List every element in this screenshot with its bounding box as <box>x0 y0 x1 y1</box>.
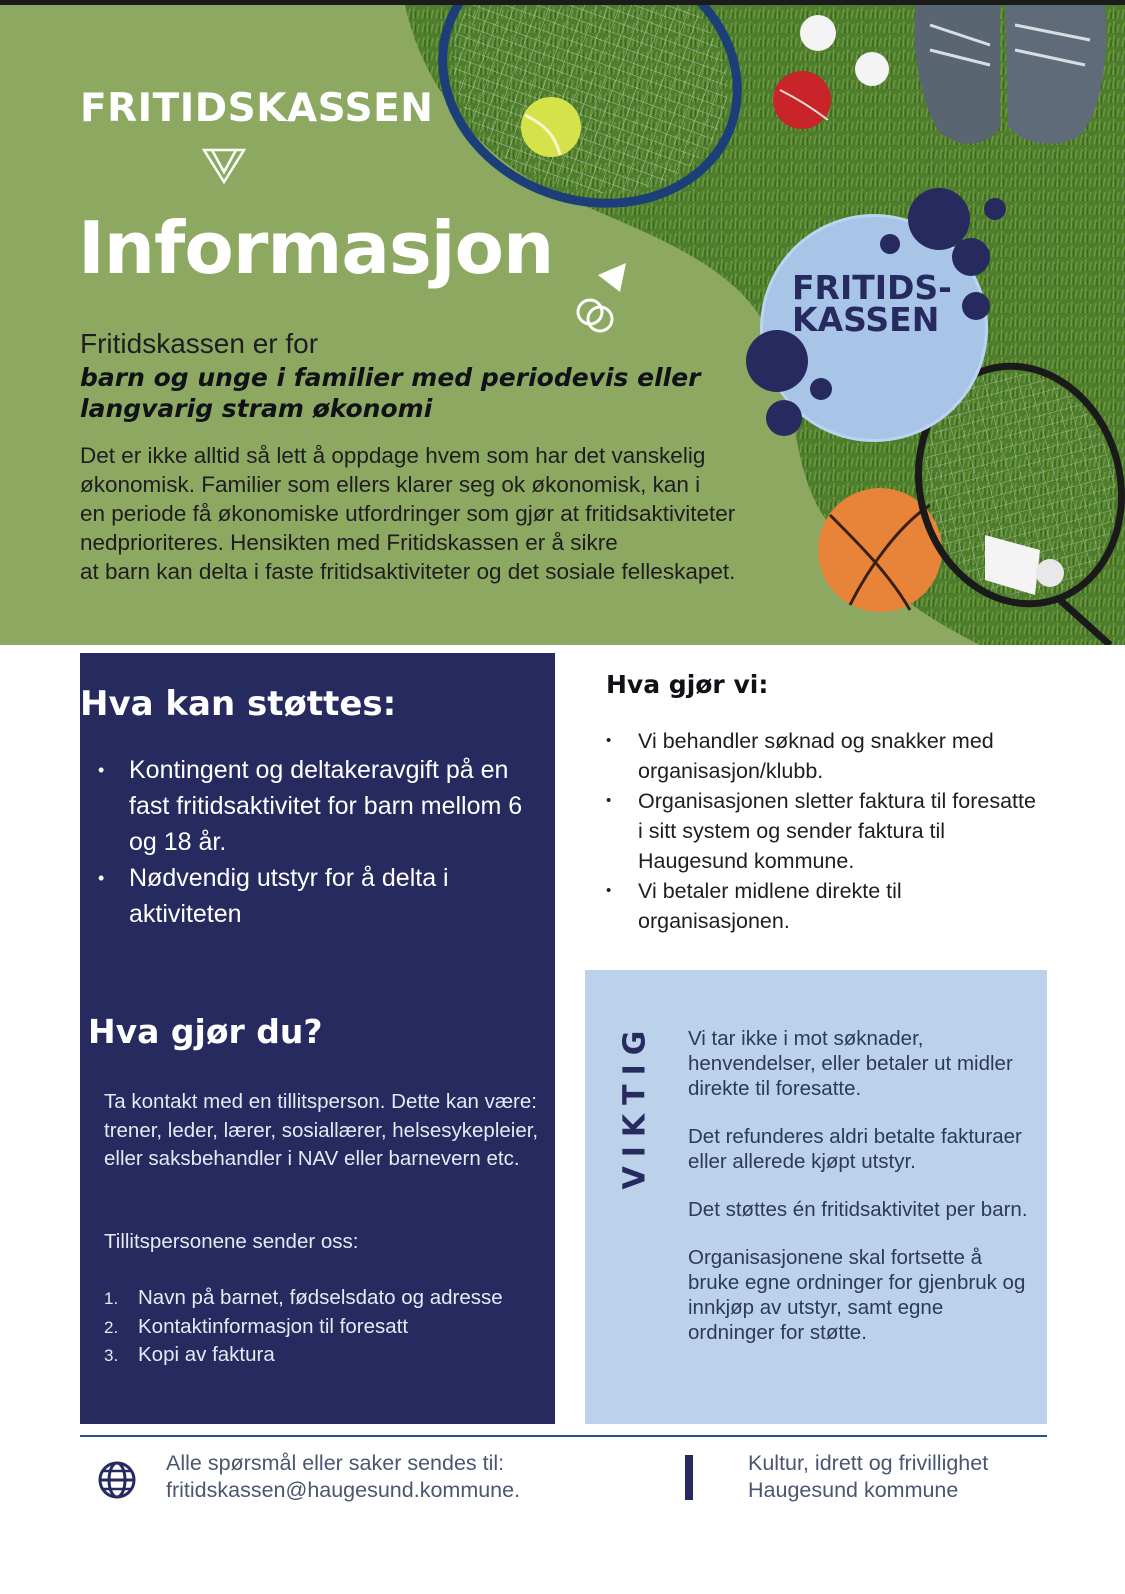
list-item <box>80 752 540 860</box>
list-item <box>104 1284 534 1313</box>
badge-dot <box>984 198 1006 220</box>
step-number: 1. <box>104 1289 119 1308</box>
support-list <box>80 752 540 932</box>
step-text: Kopi av faktura <box>138 1343 275 1366</box>
you-do-paragraph: Ta kontakt med en tillitsperson. Dette kan være: trener, leder, lærer, sosiallærer, helsesykepleier, eller saksbehandler i NAV eller barnevern etc. <box>104 1090 539 1170</box>
badge-dot <box>810 378 832 400</box>
you-do-title: Hva gjør du? <box>88 1012 323 1051</box>
footer-contact <box>166 1450 520 1504</box>
cricket-ball <box>773 71 831 129</box>
footer-organization <box>748 1450 988 1504</box>
important-point: Organisasjonene skal fortsette å bruke egne ordninger for gjenbruk og innkjøp av utstyr, samt egne ordninger for støtte. <box>688 1246 1026 1344</box>
globe-icon <box>97 1460 137 1500</box>
intro-lead: Fritidskassen er for <box>80 328 319 359</box>
list-item <box>80 860 540 932</box>
badge-dot <box>746 330 808 392</box>
footer-divider <box>80 1435 1047 1437</box>
contact-line: Alle spørsmål eller saker sendes til: <box>166 1451 505 1475</box>
you-do-subtitle: Tillitspersonene sender oss: <box>104 1230 359 1253</box>
list-item-text: Kontingent og deltakeravgift på en fast fritidsaktivitet for barn mellom 6 og 18 år. <box>129 756 523 856</box>
department-name: Kultur, idrett og frivillighet <box>748 1451 989 1475</box>
bullet-icon: • <box>98 760 105 780</box>
list-item <box>606 786 1036 876</box>
list-item <box>104 1313 534 1342</box>
step-text: Navn på barnet, fødselsdato og adresse <box>138 1286 503 1309</box>
bullet-icon: • <box>606 792 612 809</box>
important-point: Det støttes én fritidsaktivitet per barn. <box>688 1198 1028 1221</box>
badge-dot <box>952 238 990 276</box>
intro-line: at barn kan delta i faste fritidsaktiviteter og det sosiale felleskapet. <box>80 559 736 584</box>
list-item <box>606 726 1036 786</box>
intro-line: Det er ikke alltid så lett å oppdage hvem som har det vanskelig <box>80 443 706 468</box>
municipality-name: Haugesund kommune <box>748 1478 959 1502</box>
you-do-steps <box>104 1284 534 1370</box>
important-points <box>688 1026 1033 1368</box>
page-title: Informasjon <box>78 206 554 290</box>
we-do-list <box>606 726 1036 936</box>
list-item-text: Organisasjonen sletter faktura til foresatte i sitt system og sender faktura til Haugesund kommune. <box>638 789 1036 873</box>
intro-line: en periode få økonomiske utfordringer som gjør at fritidsaktiviteter <box>80 501 736 526</box>
tennis-ball <box>521 97 581 157</box>
list-item <box>606 876 1036 936</box>
contact-email[interactable]: fritidskassen@haugesund.kommune. <box>166 1478 521 1502</box>
list-item-text: Nødvendig utstyr for å delta i aktiviteten <box>129 864 449 928</box>
list-item-text: Vi behandler søknad og snakker med organisasjon/klubb. <box>638 729 994 783</box>
intro-line: nedprioriteres. Hensikten med Fritidskassen er å sikre <box>80 530 618 555</box>
intro-body <box>80 441 850 586</box>
golf-ball-1 <box>800 15 836 51</box>
list-item <box>104 1341 534 1370</box>
badge-text <box>792 268 952 339</box>
intro-line: økonomisk. Familier som ellers klarer seg ok økonomisk, kan i <box>80 472 701 497</box>
important-point: Det refunderes aldri betalte fakturaer eller allerede kjøpt utstyr. <box>688 1125 1022 1173</box>
golf-ball-2 <box>855 52 889 86</box>
brand-logo-icon <box>202 148 246 184</box>
badge-dot <box>766 400 802 436</box>
step-text: Kontaktinformasjon til foresatt <box>138 1314 409 1338</box>
footer-separator <box>685 1455 693 1500</box>
sneakers-illustration <box>914 5 1106 144</box>
bullet-icon: • <box>98 868 105 888</box>
step-number: 3. <box>104 1346 119 1365</box>
support-title: Hva kan støttes: <box>80 684 397 724</box>
bullet-icon: • <box>606 732 612 749</box>
badge-dot <box>962 292 990 320</box>
list-item-text: Vi betaler midlene direkte til organisasjonen. <box>638 879 902 933</box>
intro-emphasis: barn og unge i familier med periodevis eller langvarig stram økonomi <box>80 363 701 423</box>
important-point: Vi tar ikke i mot søknader, henvendelser, eller betaler ut midler direkte til foresatte. <box>688 1027 1013 1100</box>
we-do-title: Hva gjør vi: <box>606 670 769 699</box>
important-label: VIKTIG <box>617 1021 653 1190</box>
badge-line: KASSEN <box>792 300 940 339</box>
step-number: 2. <box>104 1317 119 1337</box>
brand-name: FRITIDSKASSEN <box>80 86 434 131</box>
badge-dot <box>880 234 900 254</box>
badge-line: FRITIDS- <box>792 268 952 307</box>
bullet-icon: • <box>606 882 612 899</box>
